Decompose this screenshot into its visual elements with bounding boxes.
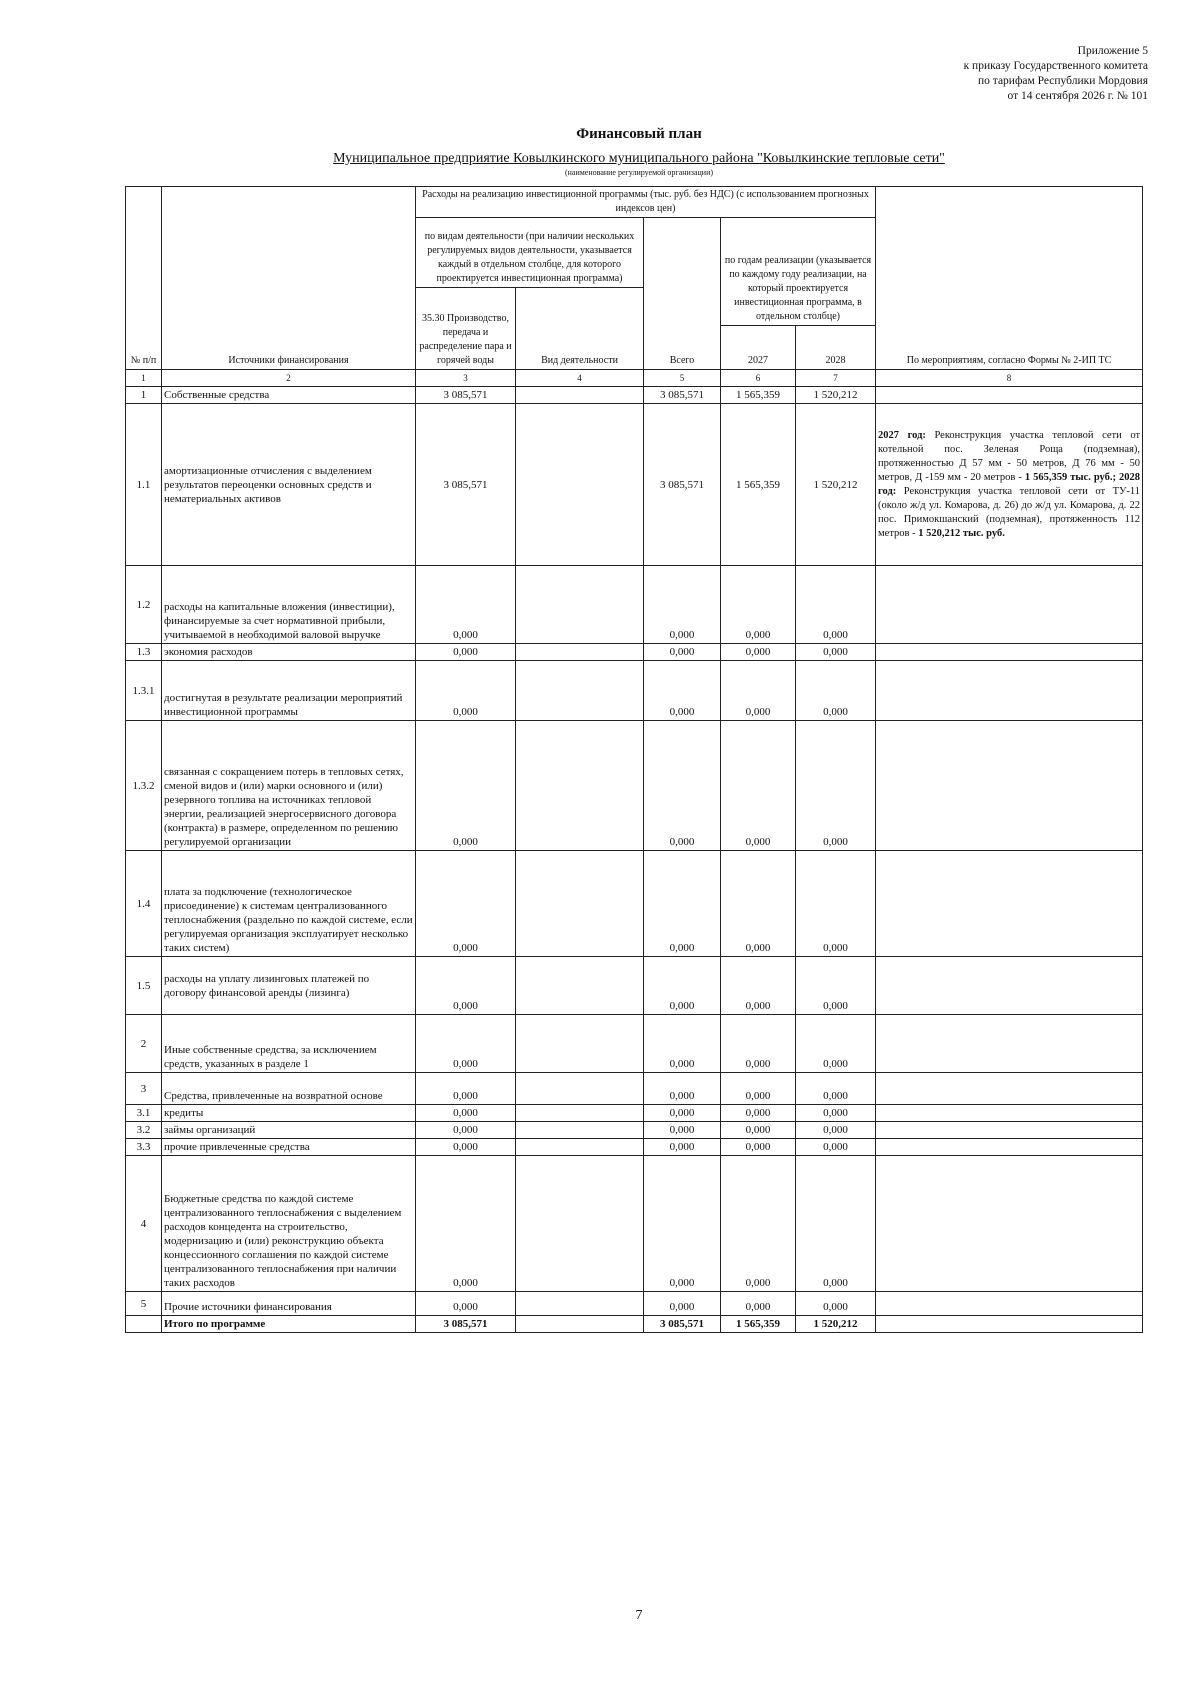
row-c3: 0,000 bbox=[416, 1105, 516, 1122]
header-activity-1: 35.30 Производство, передача и распределение пара и горячей воды bbox=[416, 288, 516, 370]
row-name: плата за подключение (технологическое присоединение) к системам централизованного теплоснабжения (раздельно по каждой системе, если регулируемая организация эксплуатирует несколько таких систем) bbox=[162, 851, 416, 957]
table-row bbox=[126, 1292, 1143, 1316]
row-c6: 1 565,359 bbox=[721, 1316, 796, 1333]
header-year-2027: 2027 bbox=[721, 326, 796, 370]
row-name: расходы на уплату лизинговых платежей по договору финансовой аренды (лизинга) bbox=[162, 957, 416, 1015]
row-name: амортизационные отчисления с выделением результатов переоценки основных средств и нематериальных активов bbox=[162, 404, 416, 566]
committee-line: по тарифам Республики Мордовия bbox=[978, 75, 1148, 87]
row-c7: 0,000 bbox=[796, 1156, 876, 1292]
row-c3: 0,000 bbox=[416, 957, 516, 1015]
row-c3: 0,000 bbox=[416, 851, 516, 957]
header-expenses: Расходы на реализацию инвестиционной программы (тыс. руб. без НДС) (с использованием прогнозных индексов цен) bbox=[416, 187, 876, 218]
row-c4 bbox=[516, 566, 644, 644]
row-measures-empty bbox=[876, 566, 1143, 644]
row-num: 1.3.2 bbox=[126, 721, 162, 851]
column-numbers-row bbox=[126, 370, 1143, 387]
row-measures-empty bbox=[876, 957, 1143, 1015]
row-c6: 0,000 bbox=[721, 721, 796, 851]
measure-2027-label: 2027 год: bbox=[878, 429, 926, 441]
table-row bbox=[126, 404, 1143, 566]
row-measures-empty bbox=[876, 1015, 1143, 1073]
organization-name-wrap bbox=[0, 151, 1200, 167]
row-c7: 1 520,212 bbox=[796, 387, 876, 404]
row-measures-empty bbox=[876, 1073, 1143, 1105]
row-c7: 0,000 bbox=[796, 851, 876, 957]
row-c4 bbox=[516, 387, 644, 404]
row-c5: 0,000 bbox=[644, 1015, 721, 1073]
row-c5: 3 085,571 bbox=[644, 1316, 721, 1333]
order-date: от 14 сентября 2026 г. № 101 bbox=[1007, 90, 1148, 102]
row-c3: 0,000 bbox=[416, 1156, 516, 1292]
colnum-6: 6 bbox=[721, 370, 796, 387]
table-row bbox=[126, 644, 1143, 661]
row-c3: 3 085,571 bbox=[416, 404, 516, 566]
row-c6: 0,000 bbox=[721, 1105, 796, 1122]
row-c5: 0,000 bbox=[644, 644, 721, 661]
row-c5: 0,000 bbox=[644, 1292, 721, 1316]
row-measures-empty bbox=[876, 1156, 1143, 1292]
row-c4 bbox=[516, 1156, 644, 1292]
row-c3: 0,000 bbox=[416, 566, 516, 644]
table-row bbox=[126, 661, 1143, 721]
row-c3: 0,000 bbox=[416, 1292, 516, 1316]
row-c3: 0,000 bbox=[416, 1139, 516, 1156]
row-name: Иные собственные средства, за исключением средств, указанных в разделе 1 bbox=[162, 1015, 416, 1073]
table-row bbox=[126, 1122, 1143, 1139]
row-c6: 0,000 bbox=[721, 1139, 796, 1156]
row-num: 3 bbox=[126, 1073, 162, 1105]
row-measures-empty bbox=[876, 1316, 1143, 1333]
row-c6: 0,000 bbox=[721, 566, 796, 644]
table-row bbox=[126, 957, 1143, 1015]
colnum-8: 8 bbox=[876, 370, 1143, 387]
row-c6: 0,000 bbox=[721, 1156, 796, 1292]
row-c7: 0,000 bbox=[796, 1015, 876, 1073]
row-measures-empty bbox=[876, 661, 1143, 721]
row-c5: 0,000 bbox=[644, 661, 721, 721]
row-c7: 0,000 bbox=[796, 721, 876, 851]
row-name: займы организаций bbox=[162, 1122, 416, 1139]
row-c7: 0,000 bbox=[796, 957, 876, 1015]
row-num: 1.1 bbox=[126, 404, 162, 566]
organization-caption: (наименование регулируемой организации) bbox=[564, 168, 714, 177]
row-c3: 0,000 bbox=[416, 661, 516, 721]
row-c7: 0,000 bbox=[796, 661, 876, 721]
row-c3: 0,000 bbox=[416, 721, 516, 851]
colnum-3: 3 bbox=[416, 370, 516, 387]
row-c5: 0,000 bbox=[644, 851, 721, 957]
row-c7: 0,000 bbox=[796, 1122, 876, 1139]
row-name: Итого по программе bbox=[162, 1316, 416, 1333]
colnum-7: 7 bbox=[796, 370, 876, 387]
row-measures-empty bbox=[876, 721, 1143, 851]
row-c4 bbox=[516, 851, 644, 957]
colnum-1: 1 bbox=[126, 370, 162, 387]
row-num: 4 bbox=[126, 1156, 162, 1292]
header-source: Источники финансирования bbox=[162, 187, 416, 370]
row-c4 bbox=[516, 1139, 644, 1156]
row-num: 5 bbox=[126, 1292, 162, 1316]
row-c3: 0,000 bbox=[416, 644, 516, 661]
header-num: № п/п bbox=[126, 187, 162, 370]
table-row bbox=[126, 1105, 1143, 1122]
row-measures-empty bbox=[876, 1105, 1143, 1122]
row-c5: 0,000 bbox=[644, 1122, 721, 1139]
row-num: 1.3.1 bbox=[126, 661, 162, 721]
colnum-5: 5 bbox=[644, 370, 721, 387]
measure-2028-text: Реконструкция участка тепловой сети от ТУ-11 (около ж/д ул. Комарова, д. 26) до ж/д ул. Комарова, д. 22 пос. Примокшанский (подземная), протяженность 112 метров - bbox=[878, 485, 1141, 539]
row-name: Бюджетные средства по каждой системе централизованного теплоснабжения с выделением расходов концедента на строительство, модернизацию и (или) реконструкцию объекта концессионного соглашения по каждой системе централизованного теплоснабжения при наличии таких расходов bbox=[162, 1156, 416, 1292]
row-c4 bbox=[516, 1105, 644, 1122]
total-row bbox=[126, 1316, 1143, 1333]
row-c5: 0,000 bbox=[644, 721, 721, 851]
row-c4 bbox=[516, 721, 644, 851]
header-activity-2: Вид деятельности bbox=[516, 288, 644, 370]
row-c6: 0,000 bbox=[721, 1292, 796, 1316]
row-c5: 0,000 bbox=[644, 1073, 721, 1105]
row-c7: 1 520,212 bbox=[796, 1316, 876, 1333]
order-reference bbox=[748, 44, 1148, 104]
measures-description bbox=[876, 404, 1143, 566]
header-by-activity: по видам деятельности (при наличии нескольких регулируемых видов деятельности, указывается каждый в отдельном столбце, для которого проектируется инвестиционная программа) bbox=[416, 218, 644, 288]
row-name: Средства, привлеченные на возвратной основе bbox=[162, 1073, 416, 1105]
row-measures-empty bbox=[876, 1292, 1143, 1316]
row-c5: 3 085,571 bbox=[644, 387, 721, 404]
row-c5: 0,000 bbox=[644, 957, 721, 1015]
row-c7: 0,000 bbox=[796, 644, 876, 661]
row-num: 1.3 bbox=[126, 644, 162, 661]
table-row bbox=[126, 1015, 1143, 1073]
row-c3: 3 085,571 bbox=[416, 387, 516, 404]
row-c4 bbox=[516, 1316, 644, 1333]
row-c6: 0,000 bbox=[721, 957, 796, 1015]
measure-2027-text: Реконструкция участка тепловой сети от котельной пос. Зеленая Роща (подземная), протяженностью Д 57 мм - 50 метров, Д 76 мм - 50 метров, Д -159 мм - 20 метров - bbox=[878, 429, 1141, 483]
table-row bbox=[126, 566, 1143, 644]
row-name: кредиты bbox=[162, 1105, 416, 1122]
header-year-2028: 2028 bbox=[796, 326, 876, 370]
row-num: 1 bbox=[126, 387, 162, 404]
row-c4 bbox=[516, 644, 644, 661]
row-c7: 0,000 bbox=[796, 1292, 876, 1316]
row-c6: 0,000 bbox=[721, 1015, 796, 1073]
measure-2028-sum: 1 520,212 тыс. руб. bbox=[918, 527, 1005, 539]
table-row bbox=[126, 387, 1143, 404]
row-name: Прочие источники финансирования bbox=[162, 1292, 416, 1316]
row-c6: 0,000 bbox=[721, 851, 796, 957]
row-c3: 0,000 bbox=[416, 1015, 516, 1073]
row-name: Собственные средства bbox=[162, 387, 416, 404]
order-line: к приказу Государственного комитета bbox=[963, 60, 1148, 72]
table-row bbox=[126, 1073, 1143, 1105]
row-name: экономия расходов bbox=[162, 644, 416, 661]
page-number: 7 bbox=[635, 1608, 643, 1623]
organization-name: Муниципальное предприятие Ковылкинского муниципального района "Ковылкинские тепловые сети" bbox=[333, 151, 945, 166]
row-c4 bbox=[516, 661, 644, 721]
row-c6: 1 565,359 bbox=[721, 404, 796, 566]
row-num: 1.2 bbox=[126, 566, 162, 644]
row-measures-empty bbox=[876, 1122, 1143, 1139]
row-c5: 0,000 bbox=[644, 566, 721, 644]
row-name: расходы на капитальные вложения (инвестиции), финансируемые за счет нормативной прибыли, учитываемой в необходимой валовой выручке bbox=[162, 566, 416, 644]
row-measures-empty bbox=[876, 387, 1143, 404]
row-c4 bbox=[516, 957, 644, 1015]
row-num: 3.3 bbox=[126, 1139, 162, 1156]
table-row bbox=[126, 721, 1143, 851]
row-c4 bbox=[516, 1292, 644, 1316]
row-c7: 0,000 bbox=[796, 1139, 876, 1156]
row-c6: 0,000 bbox=[721, 661, 796, 721]
row-c5: 3 085,571 bbox=[644, 404, 721, 566]
row-c7: 0,000 bbox=[796, 566, 876, 644]
header-total: Всего bbox=[644, 218, 721, 370]
row-measures-empty bbox=[876, 851, 1143, 957]
row-c4 bbox=[516, 404, 644, 566]
row-c6: 0,000 bbox=[721, 1073, 796, 1105]
table-row bbox=[126, 1156, 1143, 1292]
row-num: 3.1 bbox=[126, 1105, 162, 1122]
colnum-4: 4 bbox=[516, 370, 644, 387]
row-c3: 0,000 bbox=[416, 1122, 516, 1139]
header-row-1 bbox=[126, 187, 1143, 218]
row-c6: 0,000 bbox=[721, 1122, 796, 1139]
row-num: 1.5 bbox=[126, 957, 162, 1015]
row-c4 bbox=[516, 1015, 644, 1073]
row-num: 1.4 bbox=[126, 851, 162, 957]
financial-plan-table bbox=[125, 186, 1143, 1333]
header-measures: По мероприятиям, согласно Формы № 2-ИП ТС bbox=[876, 187, 1143, 370]
row-measures-empty bbox=[876, 1139, 1143, 1156]
row-c3: 0,000 bbox=[416, 1073, 516, 1105]
row-c4 bbox=[516, 1122, 644, 1139]
table-row bbox=[126, 1139, 1143, 1156]
table-row bbox=[126, 851, 1143, 957]
row-c7: 0,000 bbox=[796, 1105, 876, 1122]
document-title: Финансовый план bbox=[576, 126, 702, 142]
colnum-2: 2 bbox=[162, 370, 416, 387]
row-num: 2 bbox=[126, 1015, 162, 1073]
row-num bbox=[126, 1316, 162, 1333]
row-c7: 0,000 bbox=[796, 1073, 876, 1105]
row-name: связанная с сокращением потерь в тепловых сетях, сменой видов и (или) марки основного и (или) резервного топлива на источниках тепловой энергии, реализацией энергосервисного договора (контракта) в размере, определенном по решению регулируемой организации bbox=[162, 721, 416, 851]
row-measures-empty bbox=[876, 644, 1143, 661]
row-c3: 3 085,571 bbox=[416, 1316, 516, 1333]
appendix-label: Приложение 5 bbox=[1077, 45, 1148, 57]
row-name: достигнутая в результате реализации мероприятий инвестиционной программы bbox=[162, 661, 416, 721]
measure-2027-sum: 1 565,359 тыс. руб.; bbox=[1024, 471, 1117, 483]
row-c5: 0,000 bbox=[644, 1105, 721, 1122]
row-c4 bbox=[516, 1073, 644, 1105]
row-num: 3.2 bbox=[126, 1122, 162, 1139]
row-name: прочие привлеченные средства bbox=[162, 1139, 416, 1156]
row-c6: 1 565,359 bbox=[721, 387, 796, 404]
row-c7: 1 520,212 bbox=[796, 404, 876, 566]
row-c5: 0,000 bbox=[644, 1139, 721, 1156]
measure-2028-label: 2028 год: bbox=[878, 471, 1141, 497]
header-by-years: по годам реализации (указывается по каждому году реализации, на который проектируется инвестиционная программа, в отдельном столбце) bbox=[721, 218, 876, 326]
row-c6: 0,000 bbox=[721, 644, 796, 661]
row-c5: 0,000 bbox=[644, 1156, 721, 1292]
